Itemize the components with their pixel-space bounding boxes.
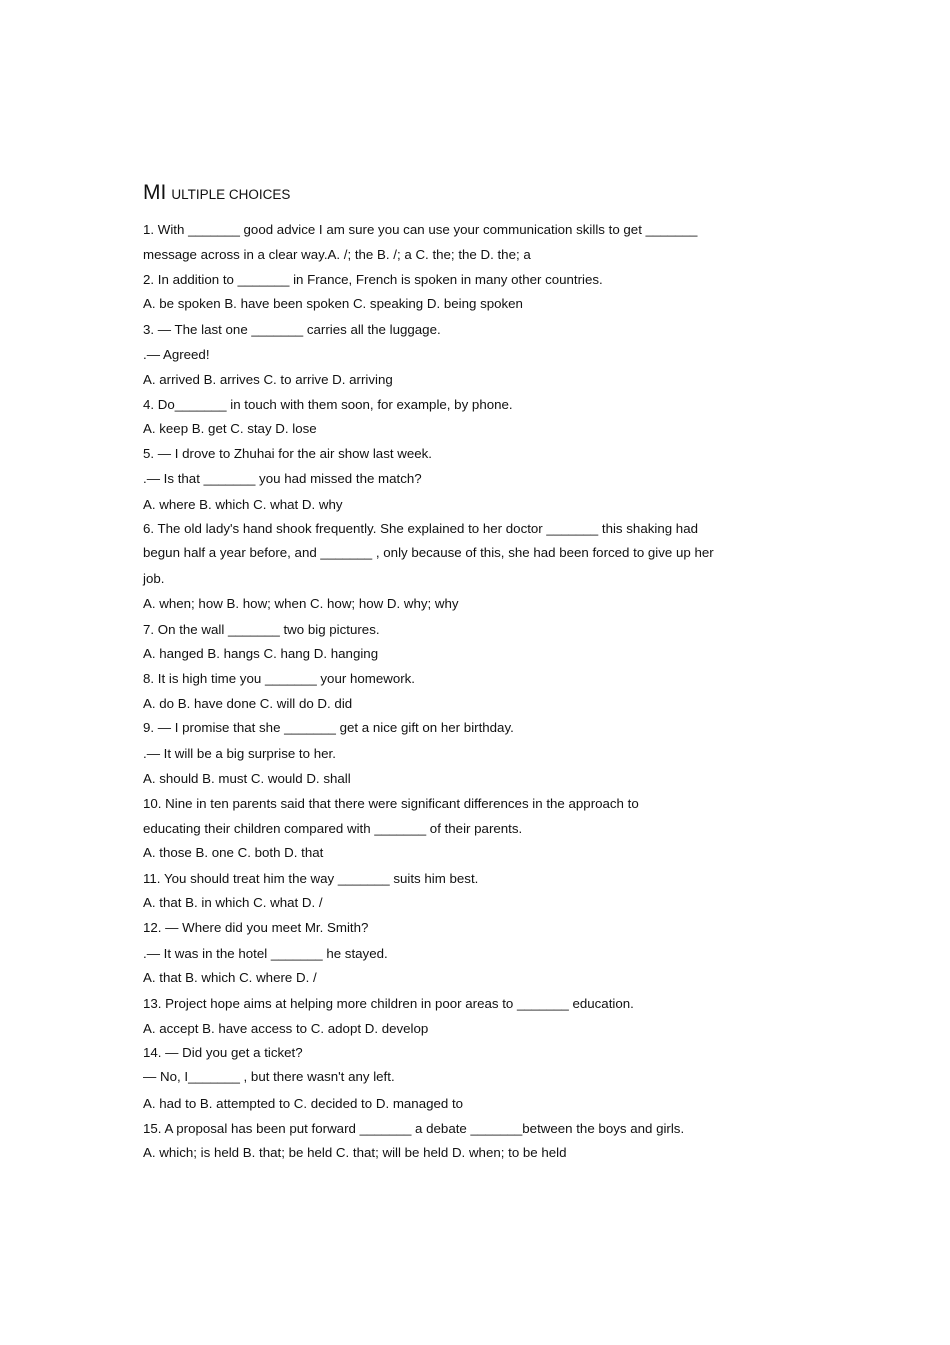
text-line: .— Agreed! (143, 347, 210, 362)
text-line: 15. A proposal has been put forward _______ a debate _______between the boys and girls. (143, 1121, 685, 1136)
text-line: begun half a year before, and _______ , only because of this, she had been forced to give up her (143, 545, 714, 560)
text-line: .— Is that _______ you had missed the match? (143, 471, 422, 486)
text-line: 3. — The last one _______ carries all the luggage. (143, 322, 441, 337)
text-line: A. accept B. have access to C. adopt D. develop (143, 1021, 429, 1036)
text-line: .— It was in the hotel _______ he stayed. (143, 946, 388, 961)
text-line: 11. You should treat him the way _______ suits him best. (143, 871, 479, 886)
text-line: A. when; how B. how; when C. how; how D. why; why (143, 596, 459, 611)
text-line: 13. Project hope aims at helping more children in poor areas to _______ education. (143, 996, 634, 1011)
text-line: 10. Nine in ten parents said that there were significant differences in the approach to (143, 796, 639, 811)
text-line: A. hanged B. hangs C. hang D. hanging (143, 646, 379, 661)
text-line: 8. It is high time you _______ your homework. (143, 671, 415, 686)
heading-initial: MI (143, 181, 167, 204)
text-line: A. that B. which C. where D. / (143, 970, 317, 985)
text-line: .— It will be a big surprise to her. (143, 746, 336, 761)
section-heading (143, 181, 290, 205)
text-line: A. had to B. attempted to C. decided to D. managed to (143, 1096, 464, 1111)
text-line: 4. Do_______ in touch with them soon, for example, by phone. (143, 397, 513, 412)
heading-rest: ULTIPLE CHOICES (171, 187, 291, 202)
text-line: 5. — I drove to Zhuhai for the air show last week. (143, 446, 432, 461)
text-line: A. that B. in which C. what D. / (143, 895, 323, 910)
text-line: 14. — Did you get a ticket? (143, 1045, 303, 1060)
text-line: A. should B. must C. would D. shall (143, 771, 351, 786)
text-line: 7. On the wall _______ two big pictures. (143, 622, 380, 637)
text-line: 12. — Where did you meet Mr. Smith? (143, 920, 369, 935)
text-line: — No, I_______ , but there wasn't any left. (143, 1069, 395, 1084)
text-line: message across in a clear way.A. /; the B. /; a C. the; the D. the; a (143, 247, 531, 262)
text-line: 6. The old lady's hand shook frequently. She explained to her doctor _______ this shaking had (143, 521, 698, 536)
text-line: A. be spoken B. have been spoken C. speaking D. being spoken (143, 296, 523, 311)
text-line: A. those B. one C. both D. that (143, 845, 324, 860)
text-line: A. keep B. get C. stay D. lose (143, 421, 317, 436)
text-line: job. (143, 571, 165, 586)
text-line: 1. With _______ good advice I am sure you can use your communication skills to get _______ (143, 222, 698, 237)
text-line: A. which; is held B. that; be held C. that; will be held D. when; to be held (143, 1145, 567, 1160)
text-line: 9. — I promise that she _______ get a nice gift on her birthday. (143, 720, 514, 735)
text-line: 2. In addition to _______ in France, French is spoken in many other countries. (143, 272, 603, 287)
text-line: A. arrived B. arrives C. to arrive D. arriving (143, 372, 393, 387)
text-line: A. do B. have done C. will do D. did (143, 696, 353, 711)
text-line: educating their children compared with _______ of their parents. (143, 821, 523, 836)
text-line: A. where B. which C. what D. why (143, 497, 343, 512)
